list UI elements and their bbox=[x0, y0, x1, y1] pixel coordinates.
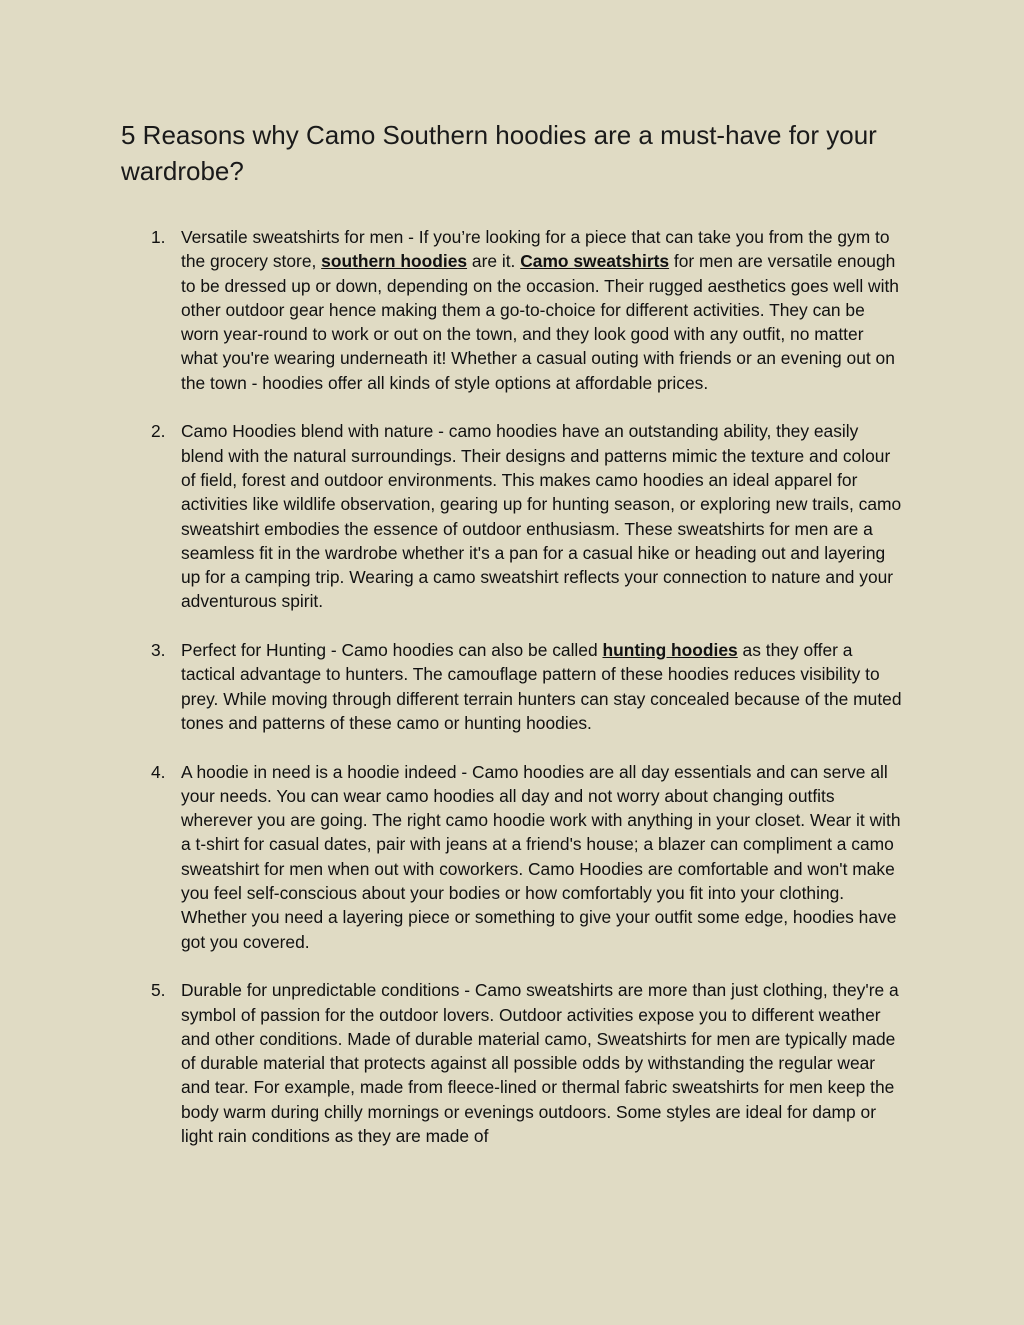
page-title: 5 Reasons why Camo Southern hoodies are a must-have for your wardrobe? bbox=[121, 120, 877, 186]
text-run: for men are versatile enough to be dressed up or down, depending on the occasion. Their rugged aesthetics goes well with other outdoor gear hence making them a go-to-choice for different activities. They can be worn year-round to work or out on the town, and they look good with any outfit, no matter what you're wearing underneath it! Whether a casual outing with friends or an evening out on the town - hoodies offer all kinds of style options at affordable prices. bbox=[181, 251, 899, 393]
list-item-number: 1. bbox=[151, 227, 166, 247]
text-run: Camo Hoodies blend with nature - camo hoodies have an outstanding ability, they easily blend with the natural surroundings. Their designs and patterns mimic the texture and colour of field, forest and outdoor environments. This makes camo hoodies an ideal apparel for activities like wildlife observation, gearing up for hunting season, or exploring new trails, camo sweatshirt embodies the essence of outdoor enthusiasm. These sweatshirts for men are a seamless fit in the wardrobe whether it's a pan for a casual hike or heading out and layering up for a camping trip. Wearing a camo sweatshirt reflects your connection to nature and your adventurous spirit. bbox=[181, 421, 902, 612]
list-item-number: 5. bbox=[151, 980, 166, 1001]
list-item-text bbox=[181, 421, 901, 611]
list-item-text bbox=[181, 762, 901, 952]
inline-link[interactable]: southern hoodies bbox=[321, 251, 468, 272]
list-item-number: 4. bbox=[151, 761, 166, 782]
list-item-text bbox=[181, 227, 899, 393]
text-run: Durable for unpredictable conditions - Camo sweatshirts are more than just clothing, they're a symbol of passion for the outdoor lovers. Outdoor activities expose you to different weather and other conditions. Made of durable material camo, Sweatshirts for men are typically made of durable material that protects against all possible odds by withstanding the regular wear and tear. For example, made from fleece-lined or thermal fabric sweatshirts for men keep the body warm during chilly mornings or evenings outdoors. Some styles are ideal for damp or light rain conditions as they are made of bbox=[181, 980, 899, 1146]
reasons-list bbox=[121, 225, 903, 1173]
list-item bbox=[121, 978, 903, 1148]
text-run: Perfect for Hunting - Camo hoodies can also be called bbox=[181, 640, 603, 661]
list-item-text bbox=[181, 640, 902, 733]
list-item bbox=[121, 225, 903, 395]
list-item-number: 3. bbox=[151, 640, 166, 661]
list-item bbox=[121, 638, 903, 735]
text-run: A hoodie in need is a hoodie indeed - Camo hoodies are all day essentials and can serve all your needs. You can wear camo hoodies all day and not worry about changing outfits wherever you are going. The right camo hoodie work with anything in your closet. Wear it with a t-shirt for casual dates, pair with jeans at a friend's house; a blazer can compliment a camo sweatshirt for men when out with coworkers. Camo Hoodies are comfortable and won't make you feel self-conscious about your bodies or how comfortably you fit into your clothing. Whether you need a layering piece or something to give your outfit some edge, hoodies have got you covered. bbox=[181, 761, 901, 952]
list-item bbox=[121, 760, 903, 954]
text-run: are it. bbox=[467, 251, 521, 272]
inline-link[interactable]: hunting hoodies bbox=[602, 640, 738, 661]
list-item-number: 2. bbox=[151, 421, 166, 442]
text-run: as they offer a tactical advantage to hunters. The camouflage pattern of these hoodies reduces visibility to prey. While moving through different terrain hunters can stay concealed because of the muted tones and patterns of these camo or hunting hoodies. bbox=[181, 640, 902, 733]
list-item-text bbox=[181, 980, 899, 1146]
list-item bbox=[121, 419, 903, 613]
text-run: Versatile sweatshirts for men - If you’re looking for a piece that can take you from the gym to the grocery store, bbox=[181, 227, 890, 272]
inline-link[interactable]: Camo sweatshirts bbox=[520, 251, 670, 272]
